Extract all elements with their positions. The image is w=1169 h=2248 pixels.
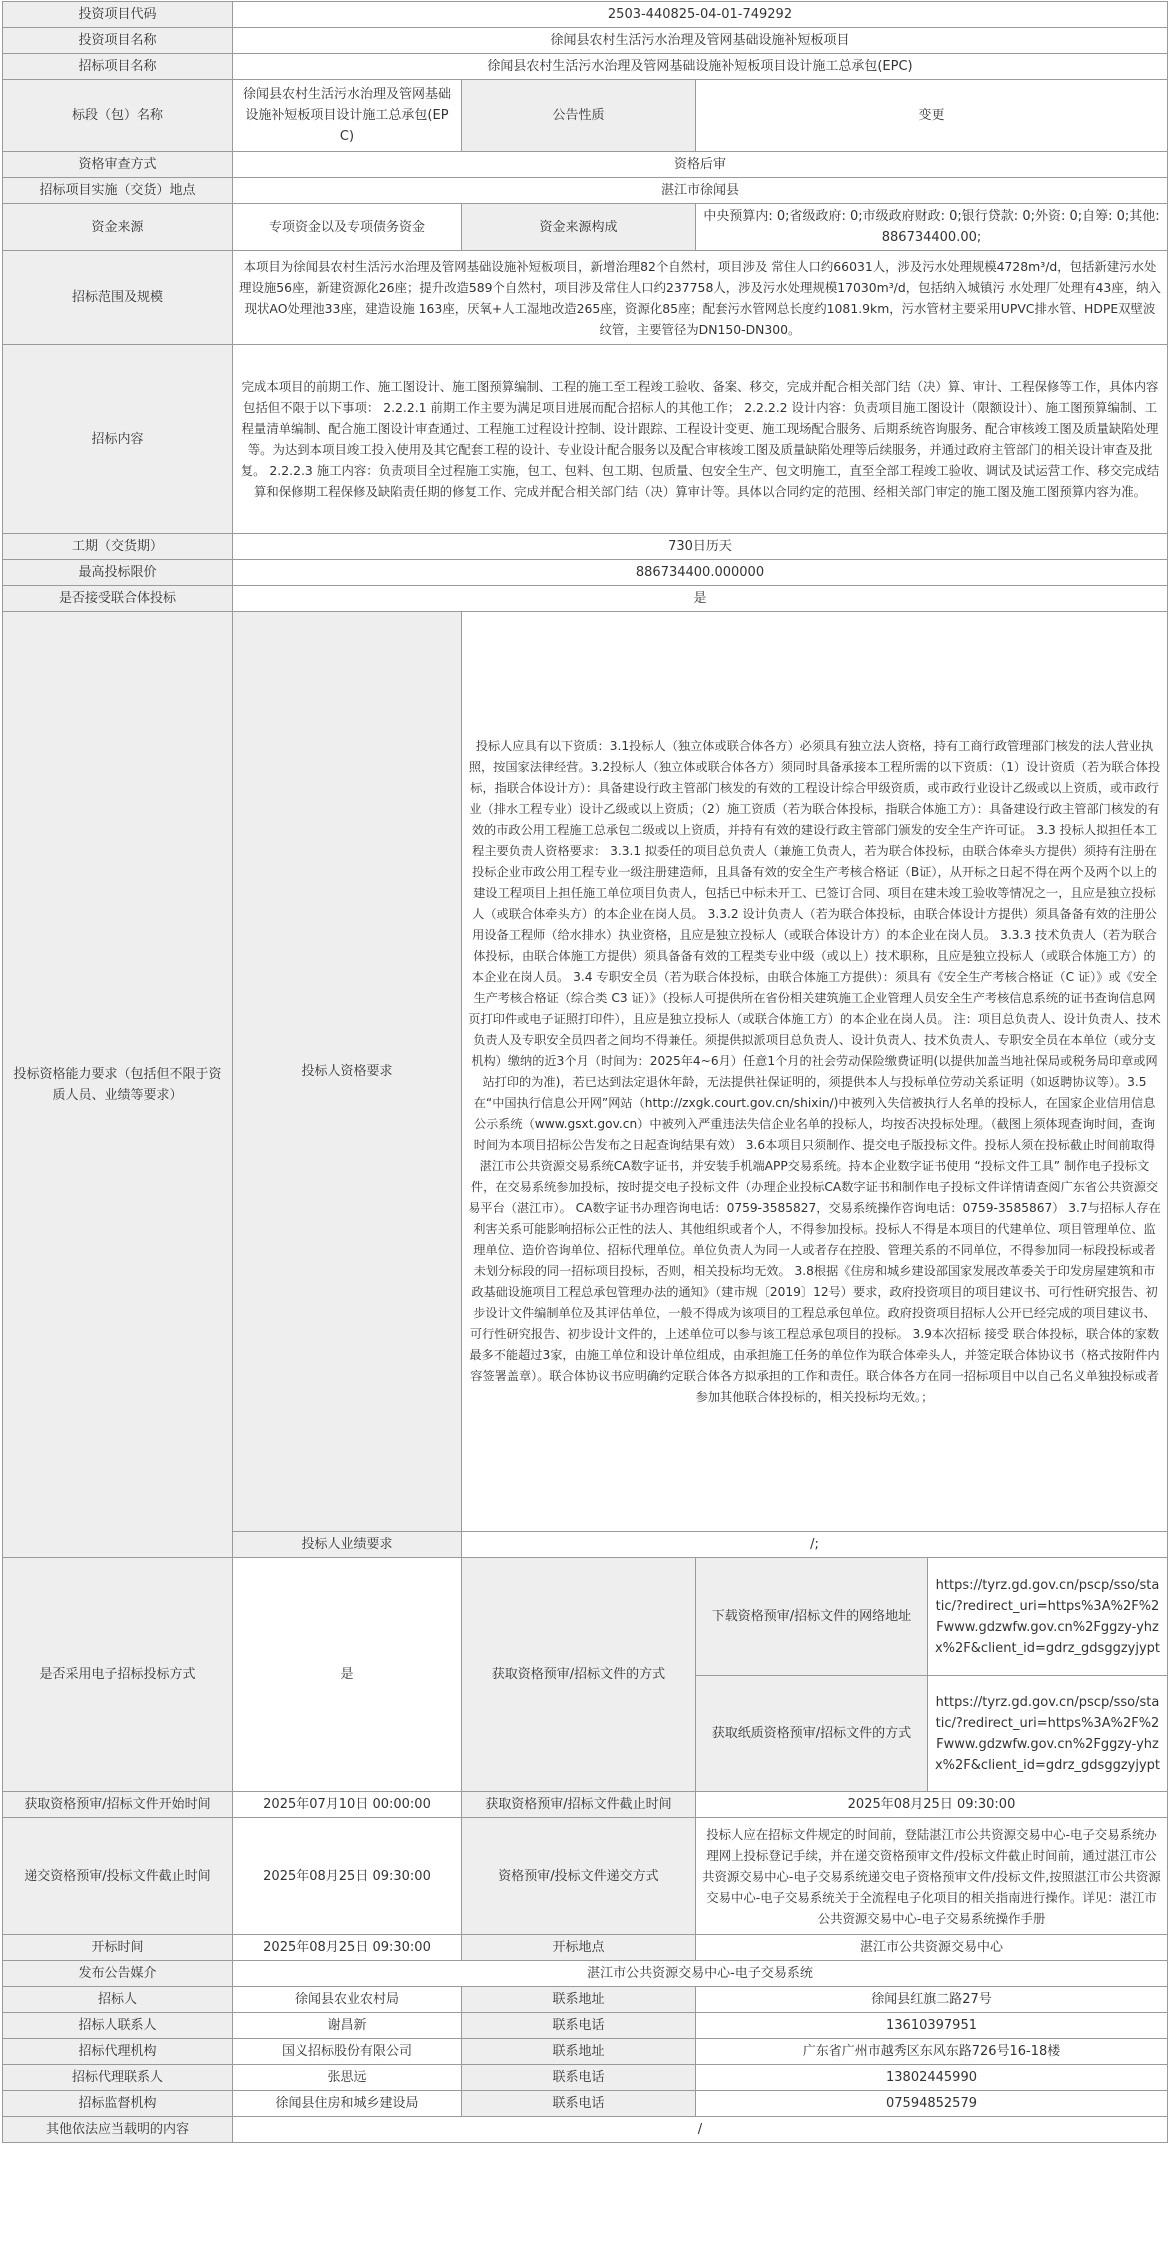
row-supervisor [3, 2091, 1168, 2117]
funding-label: 资金来源 [3, 204, 233, 251]
tenderee-phone-label: 联系电话 [462, 2013, 696, 2039]
max-price-value: 886734400.000000 [233, 560, 1168, 586]
tenderee-contact-value: 谢昌新 [233, 2013, 462, 2039]
row-agency [3, 2039, 1168, 2065]
row-qualification-review [3, 152, 1168, 178]
row-capability-qualification [3, 612, 1168, 1532]
section-value: 徐闻县农村生活污水治理及管网基础设施补短板项目设计施工总承包(EPC) [233, 80, 462, 152]
scope-value: 本项目为徐闻县农村生活污水治理及管网基础设施补短板项目，新增治理82个自然村，项目涉及 常住人口约66031人，涉及污水处理规模4728m³/d，包括新建污水处 理设施56座，新建资源化26座；提升改造589个自然村，项目涉及常住人口约237758人，涉及污水处理规模17030m³/d，包括纳入城镇污 水处理厂处理有43座，纳入现状AO处理池33座，建造设施 163座，厌氧+人工湿地改造265座，资源化85座；配套污水管网总长度约1081.9km，污水管材主要采用UPVC排水管、HDPE双壁波纹管，主要管径为DN150-DN300。 [233, 251, 1168, 345]
row-consortium [3, 586, 1168, 612]
row-agency-contact [3, 2065, 1168, 2091]
row-project-code [3, 2, 1168, 28]
submission-deadline-value: 2025年08月25日 09:30:00 [233, 1818, 462, 1935]
opening-time-value: 2025年08月25日 09:30:00 [233, 1935, 462, 1961]
row-media [3, 1961, 1168, 1987]
electronic-value: 是 [233, 1558, 462, 1792]
tenderee-contact-label: 招标人联系人 [3, 2013, 233, 2039]
tenderee-value: 徐闻县农业农村局 [233, 1987, 462, 2013]
consortium-value: 是 [233, 586, 1168, 612]
row-location [3, 178, 1168, 204]
performance-requirement-value: /; [462, 1532, 1168, 1558]
opening-place-value: 湛江市公共资源交易中心 [696, 1935, 1168, 1961]
opening-place-label: 开标地点 [462, 1935, 696, 1961]
location-label: 招标项目实施（交货）地点 [3, 178, 233, 204]
electronic-label: 是否采用电子招标投标方式 [3, 1558, 233, 1792]
doc-end-label: 获取资格预审/招标文件截止时间 [462, 1792, 696, 1818]
period-label: 工期（交货期） [3, 534, 233, 560]
submission-deadline-label: 递交资格预审/投标文件截止时间 [3, 1818, 233, 1935]
media-label: 发布公告媒介 [3, 1961, 233, 1987]
row-submission [3, 1818, 1168, 1935]
agency-address-label: 联系地址 [462, 2039, 696, 2065]
tender-name-value: 徐闻县农村生活污水治理及管网基础设施补短板项目设计施工总承包(EPC) [233, 54, 1168, 80]
period-value: 730日历天 [233, 534, 1168, 560]
agency-contact-value: 张思远 [233, 2065, 462, 2091]
agency-phone-label: 联系电话 [462, 2065, 696, 2091]
agency-address-value: 广东省广州市越秀区东风东路726号16-18楼 [696, 2039, 1168, 2065]
content-label: 招标内容 [3, 345, 233, 534]
doc-method-label: 获取资格预审/招标文件的方式 [462, 1558, 696, 1792]
consortium-label: 是否接受联合体投标 [3, 586, 233, 612]
scope-label: 招标范围及规模 [3, 251, 233, 345]
paper-method-label: 获取纸质资格预审/招标文件的方式 [696, 1676, 928, 1792]
max-price-label: 最高投标限价 [3, 560, 233, 586]
doc-start-label: 获取资格预审/招标文件开始时间 [3, 1792, 233, 1818]
funding-structure-label: 资金来源构成 [462, 204, 696, 251]
agency-value: 国义招标股份有限公司 [233, 2039, 462, 2065]
row-tender-name [3, 54, 1168, 80]
other-value: / [233, 2117, 1168, 2143]
row-project-name [3, 28, 1168, 54]
row-max-price [3, 560, 1168, 586]
project-name-label: 投资项目名称 [3, 28, 233, 54]
download-address-link[interactable]: https://tyrz.gd.gov.cn/pscp/sso/static/?redirect_uri=https%3A%2F%2Fwww.gdzwfw.gov.cn%2Fggzy-yhzx%2F&client_id=gdrz_gdsggzyjypt [928, 1558, 1168, 1676]
tenderee-address-label: 联系地址 [462, 1987, 696, 2013]
supervisor-label: 招标监督机构 [3, 2091, 233, 2117]
row-tenderee [3, 1987, 1168, 2013]
row-tenderee-contact [3, 2013, 1168, 2039]
row-section [3, 80, 1168, 152]
tenderee-address-value: 徐闻县红旗二路27号 [696, 1987, 1168, 2013]
performance-requirement-label: 投标人业绩要求 [233, 1532, 462, 1558]
row-scope [3, 251, 1168, 345]
paper-method-link[interactable]: https://tyrz.gd.gov.cn/pscp/sso/static/?redirect_uri=https%3A%2F%2Fwww.gdzwfw.gov.cn%2Fggzy-yhzx%2F&client_id=gdrz_gdsggzyjypt [928, 1676, 1168, 1792]
submission-method-value: 投标人应在招标文件规定的时间前，登陆湛江市公共资源交易中心-电子交易系统办理网上投标登记手续，并在递交资格预审文件/投标文件截止时间前，通过湛江市公共资源交易中心-电子交易系统递交电子资格预审文件/投标文件,按照湛江市公共资源交易中心-电子交易系统关于全流程电子化项目的相关指南进行操作。详见：湛江市公共资源交易中心-电子交易系统操作手册 [696, 1818, 1168, 1935]
tender-info-table [2, 1, 1168, 2143]
download-address-label: 下载资格预审/招标文件的网络地址 [696, 1558, 928, 1676]
section-label: 标段（包）名称 [3, 80, 233, 152]
project-code-label: 投资项目代码 [3, 2, 233, 28]
doc-end-value: 2025年08月25日 09:30:00 [696, 1792, 1168, 1818]
row-opening [3, 1935, 1168, 1961]
funding-structure-value: 中央预算内: 0;省级政府: 0;市级政府财政: 0;银行贷款: 0;外资: 0;自筹: 0;其他: 886734400.00; [696, 204, 1168, 251]
other-label: 其他依法应当载明的内容 [3, 2117, 233, 2143]
submission-method-label: 资格预审/投标文件递交方式 [462, 1818, 696, 1935]
row-content [3, 345, 1168, 534]
tenderee-label: 招标人 [3, 1987, 233, 2013]
qualification-requirement-label: 投标人资格要求 [233, 612, 462, 1532]
project-code-value: 2503-440825-04-01-749292 [233, 2, 1168, 28]
capability-label: 投标资格能力要求（包括但不限于资质人员、业绩等要求） [3, 612, 233, 1558]
row-funding [3, 204, 1168, 251]
agency-label: 招标代理机构 [3, 2039, 233, 2065]
agency-contact-label: 招标代理联系人 [3, 2065, 233, 2091]
qualification-requirement-value: 投标人应具有以下资质：3.1投标人（独立体或联合体各方）必须具有独立法人资格，持有工商行政管理部门核发的法人营业执照，按国家法律经营。3.2投标人（独立体或联合体各方）须同时具备承接本工程所需的以下资质：（1）设计资质（若为联合体投标，指联合体设计方）：具备建设行政主管部门核发的有效的工程设计综合甲级资质，或市政行业设计乙级或以上资质，或市政行业（排水工程专业）设计乙级或以上资质；（2）施工资质（若为联合体投标，指联合体施工方）：具备建设行政主管部门核发的有效的市政公用工程施工总承包二级或以上资质，并持有有效的建设行政主管部门颁发的安全生产许可证。 3.3 投标人拟担任本工程主要负责人资格要求： 3.3.1 拟委任的项目总负责人（兼施工负责人，若为联合体投标，由联合体牵头方提供）须持有注册在投标企业市政公用工程专业一级注册建造师，且具备有效的安全生产考核合格证（B证），从开标之日起不得在两个及两个以上的建设工程项目上担任施工单位项目负责人，包括已中标未开工、已签订合同、项目在建未竣工验收等情况之一，且应是独立投标人（或联合体牵头方）的本企业在岗人员。 3.3.2 设计负责人（若为联合体投标，由联合体设计方提供）须具备备有效的注册公用设备工程师（给水排水）执业资格，且应是独立投标人（或联合体设计方）的本企业在岗人员。 3.3.3 技术负责人（若为联合体投标，由联合体施工方提供）须具备备有效的工程类专业中级（或以上）技术职称，且应是独立投标人（或联合体施工方）的本企业在岗人员。 3.4 专职安全员（若为联合体投标，由联合体施工方提供）：须具有《安全生产考核合格证（C 证）》或《安全生产考核合格证（综合类 C3 证）》（投标人可提供所在省份相关建筑施工企业管理人员安全生产考核信息系统的证书查询信息网页打印件或电子证照打印件），且应是独立投标人（或联合体施工方）的本企业在岗人员。 注：项目总负责人、设计负责人、技术负责人及专职安全员四者之间均不得兼任。须提供拟派项目总负责人、设计负责人、技术负责人、专职安全员在本单位（或分支机构）缴纳的近3个月（时间为：2025年4~6月）任意1个月的社会劳动保险缴费证明(以提供加盖当地社保局或税务局印章或网站打印的为准)，若已达到法定退休年龄，无法提供社保证明的，须提供本人与投标单位劳动关系证明（如返聘协议等）。3.5在“中国执行信息公开网”网站（http://zxgk.court.gov.cn/shixin/)中被列入失信被执行人名单的投标人，在国家企业信用信息公示系统（www.gsxt.gov.cn）中被列入严重违法失信企业名单的投标人，均按否决投标处理。（截图上须体现查询时间，查询时间为本项目招标公告发布之日起查询结果有效） 3.6本项目只须制作、提交电子版投标文件。投标人须在投标截止时间前取得湛江市公共资源交易系统CA数字证书，并安装手机端APP交易系统。持本企业数字证书使用 “投标文件工具” 制作电子投标文件，在交易系统参加投标，按时提交电子投标文件（办理企业投标CA数字证书和制作电子投标文件详情请查阅广东省公共资源交易平台（湛江市）。 CA数字证书办理咨询电话：0759-3585827，交易系统操作咨询电话：0759-3585867） 3.7与招标人存在利害关系可能影响招标公正性的法人、其他组织或者个人，不得参加投标。投标人不得是本项目的代建单位、项目管理单位、监理单位、造价咨询单位、招标代理单位。单位负责人为同一人或者存在控股、管理关系的不同单位，不得参加同一标段投标或者未划分标段的同一招标项目投标，否则，相关投标均无效。 3.8根据《住房和城乡建设部国家发展改革委关于印发房屋建筑和市政基础设施项目工程总承包管理办法的通知》（建市规〔2019〕12号）要求，政府投资项目的项目建议书、可行性研究报告、初步设计文件编制单位及其评估单位，一般不得成为该项目的工程总承包单位。政府投资项目招标人公开已经完成的项目建议书、可行性研究报告、初步设计文件的，上述单位可以参与该工程总承包项目的投标。 3.9本次招标 接受 联合体投标，联合体的家数最多不能超过3家，由施工单位和设计单位组成，由承担施工任务的单位作为联合体牵头人，并签定联合体协议书（格式按附件内容签署盖章）。联合体协议书应明确约定联合体各方拟承担的工作和责任。联合体各方在同一招标项目中以自己名义单独投标或者参加其他联合体投标的，相关投标均无效。； [462, 612, 1168, 1532]
tender-name-label: 招标项目名称 [3, 54, 233, 80]
supervisor-value: 徐闻县住房和城乡建设局 [233, 2091, 462, 2117]
content-value: 完成本项目的前期工作、施工图设计、施工图预算编制、工程的施工至工程竣工验收、备案、移交，完成并配合相关部门结（决）算、审计、工程保修等工作，具体内容包括但不限于以下事项： 2.2.2.1 前期工作主要为满足项目进展而配合招标人的其他工作； 2.2.2.2 设计内容：负责项目施工图设计（限额设计）、施工图预算编制、工程量清单编制、配合施工图设计审查通过、工程施工过程设计控制、设计跟踪、工程设计变更、施工现场配合服务、后期系统咨询服务、配合审核竣工图及质量缺陷处理等。为达到本项目竣工投入使用及其它配套工程的设计、专业设计配合服务以及配合审核竣工图及质量缺陷处理等后续服务，并通过政府主管部门的相关设计审查及批复。 2.2.2.3 施工内容：负责项目全过程施工实施，包工、包料、包工期、包质量、包安全生产、包文明施工，直至全部工程竣工验收、调试及试运营工作、移交完成结算和保修期工程保修及缺陷责任期的修复工作、完成并配合相关部门结（决）算审计等。具体以合同约定的范围、经相关部门审定的施工图及施工图预算内容为准。 [233, 345, 1168, 534]
agency-phone-value: 13802445990 [696, 2065, 1168, 2091]
opening-time-label: 开标时间 [3, 1935, 233, 1961]
funding-value: 专项资金以及专项债务资金 [233, 204, 462, 251]
row-period [3, 534, 1168, 560]
location-value: 湛江市徐闻县 [233, 178, 1168, 204]
row-electronic-download [3, 1558, 1168, 1676]
row-other [3, 2117, 1168, 2143]
notice-nature-value: 变更 [696, 80, 1168, 152]
doc-start-value: 2025年07月10日 00:00:00 [233, 1792, 462, 1818]
tenderee-phone-value: 13610397951 [696, 2013, 1168, 2039]
notice-nature-label: 公告性质 [462, 80, 696, 152]
qualification-review-value: 资格后审 [233, 152, 1168, 178]
media-value: 湛江市公共资源交易中心-电子交易系统 [233, 1961, 1168, 1987]
project-name-value: 徐闻县农村生活污水治理及管网基础设施补短板项目 [233, 28, 1168, 54]
supervisor-phone-label: 联系电话 [462, 2091, 696, 2117]
row-doc-time [3, 1792, 1168, 1818]
supervisor-phone-value: 07594852579 [696, 2091, 1168, 2117]
qualification-review-label: 资格审查方式 [3, 152, 233, 178]
